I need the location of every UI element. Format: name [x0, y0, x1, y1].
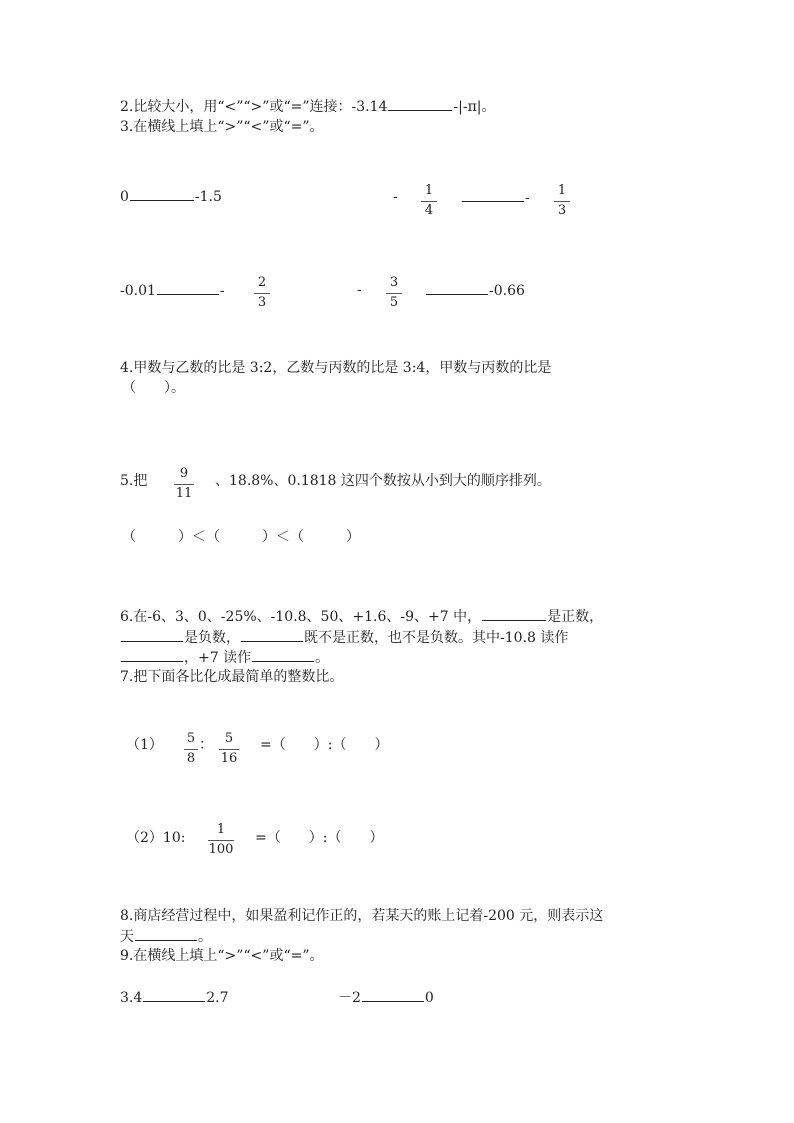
question-5-answer[interactable]: （ ）＜（ ）＜（ ）	[122, 529, 360, 545]
denominator: 8	[186, 751, 196, 766]
value-right: -0.66	[489, 283, 525, 299]
value-right: 2.7	[206, 990, 229, 1006]
fraction-bar	[174, 484, 194, 485]
question-2-tail: -|-π|。	[453, 99, 496, 115]
denominator: 3	[257, 295, 267, 310]
question-8-line2	[120, 926, 212, 947]
denominator: 5	[389, 295, 399, 310]
numerator: 3	[389, 275, 399, 290]
fraction-bar	[254, 293, 270, 294]
fraction	[554, 183, 570, 219]
numerator: 1	[216, 822, 226, 837]
fraction	[174, 466, 194, 502]
question-6-text: 是正数，	[547, 609, 604, 625]
part-2-answer[interactable]: =（ ）:（ ）	[255, 830, 384, 846]
answer-blank[interactable]	[241, 627, 303, 642]
answer-blank[interactable]	[130, 186, 194, 201]
fraction-bar	[386, 293, 402, 294]
question-4-answer[interactable]: （ ）。	[122, 380, 185, 396]
value-left: 0	[120, 189, 129, 205]
answer-blank[interactable]	[121, 627, 183, 642]
fraction-bar	[184, 749, 198, 750]
answer-blank[interactable]	[388, 96, 452, 111]
denominator: 16	[220, 751, 238, 766]
question-6-line3	[120, 647, 329, 668]
question-6-line2	[120, 627, 568, 648]
minus-sign: -	[357, 282, 362, 298]
answer-blank[interactable]	[426, 280, 488, 295]
question-9a	[120, 987, 229, 1008]
numerator: 9	[179, 466, 189, 481]
fraction	[254, 275, 270, 311]
question-6-text: ，+7 读作	[184, 650, 252, 666]
value-right: 0	[424, 990, 434, 1006]
question-3d-right	[425, 280, 525, 301]
denominator: 3	[557, 203, 567, 218]
numerator: 1	[557, 183, 567, 198]
question-9-title: 9.在横线上填上“>”“<”或“=”。	[120, 948, 324, 964]
fraction-bar	[554, 201, 570, 202]
question-6-text: 是负数，	[184, 630, 240, 646]
question-7-title: 7.把下面各比化成最简单的整数比。	[120, 669, 344, 685]
fraction	[421, 183, 437, 219]
question-9b	[338, 987, 434, 1008]
question-3b-blank-group	[461, 187, 530, 208]
question-5-suffix: 、18.8%、0.1818 这四个数按从小到大的顺序排列。	[215, 473, 551, 489]
question-2-text: 2.比较大小，用“<”“>”或“=”连接：-3.14	[120, 99, 388, 115]
question-6-line1	[120, 606, 603, 627]
part-2-label: （2）10:	[126, 830, 186, 846]
fraction	[219, 731, 239, 767]
question-6-text: 既不是正数，也不是负数。其中-10.8 读作	[304, 630, 569, 646]
denominator: 100	[208, 842, 234, 857]
answer-blank[interactable]	[362, 987, 424, 1002]
numerator: 1	[424, 183, 434, 198]
question-2	[120, 96, 496, 117]
value-left: －2	[338, 990, 361, 1006]
minus-sign: -	[219, 283, 225, 299]
question-3-title: 3.在横线上填上“>”“<”或“=”。	[120, 119, 324, 135]
ratio-colon: ：	[199, 737, 213, 753]
answer-blank[interactable]	[462, 187, 524, 202]
value-left: 3.4	[120, 990, 143, 1006]
answer-blank[interactable]	[482, 606, 546, 621]
part-1-label: （1）	[126, 737, 163, 753]
answer-blank[interactable]	[252, 647, 314, 662]
question-8-text: 。	[198, 929, 212, 945]
value-left: -0.01	[120, 283, 156, 299]
answer-blank[interactable]	[157, 280, 219, 295]
fraction	[184, 731, 198, 767]
question-8-text: 天	[120, 929, 134, 945]
question-3a	[120, 186, 222, 207]
question-5-prefix: 5.把	[120, 473, 148, 489]
minus-sign: -	[525, 190, 530, 206]
fraction-bar	[219, 749, 239, 750]
numerator: 5	[224, 731, 234, 746]
fraction	[386, 275, 402, 311]
question-8-line1: 8.商店经营过程中，如果盈利记作正的，若某天的账上记着-200 元，则表示这	[120, 908, 604, 924]
fraction-bar	[208, 840, 234, 841]
question-6-text: 。	[315, 650, 330, 666]
question-3c	[120, 280, 225, 301]
denominator: 4	[424, 203, 434, 218]
minus-sign: -	[393, 189, 398, 205]
fraction	[208, 822, 234, 858]
value-right: -1.5	[194, 189, 222, 205]
numerator: 5	[186, 731, 196, 746]
answer-blank[interactable]	[135, 926, 197, 941]
denominator: 11	[175, 486, 193, 501]
question-6-text: 6.在-6、3、0、-25%、-10.8、50、+1.6、-9、+7 中，	[120, 609, 482, 625]
answer-blank[interactable]	[121, 647, 183, 662]
part-1-answer[interactable]: =（ ）:（ ）	[260, 737, 389, 753]
numerator: 2	[257, 275, 267, 290]
answer-blank[interactable]	[143, 987, 205, 1002]
fraction-bar	[421, 201, 437, 202]
question-4-line1: 4.甲数与乙数的比是 3:2，乙数与丙数的比是 3:4，甲数与丙数的比是	[120, 360, 552, 376]
